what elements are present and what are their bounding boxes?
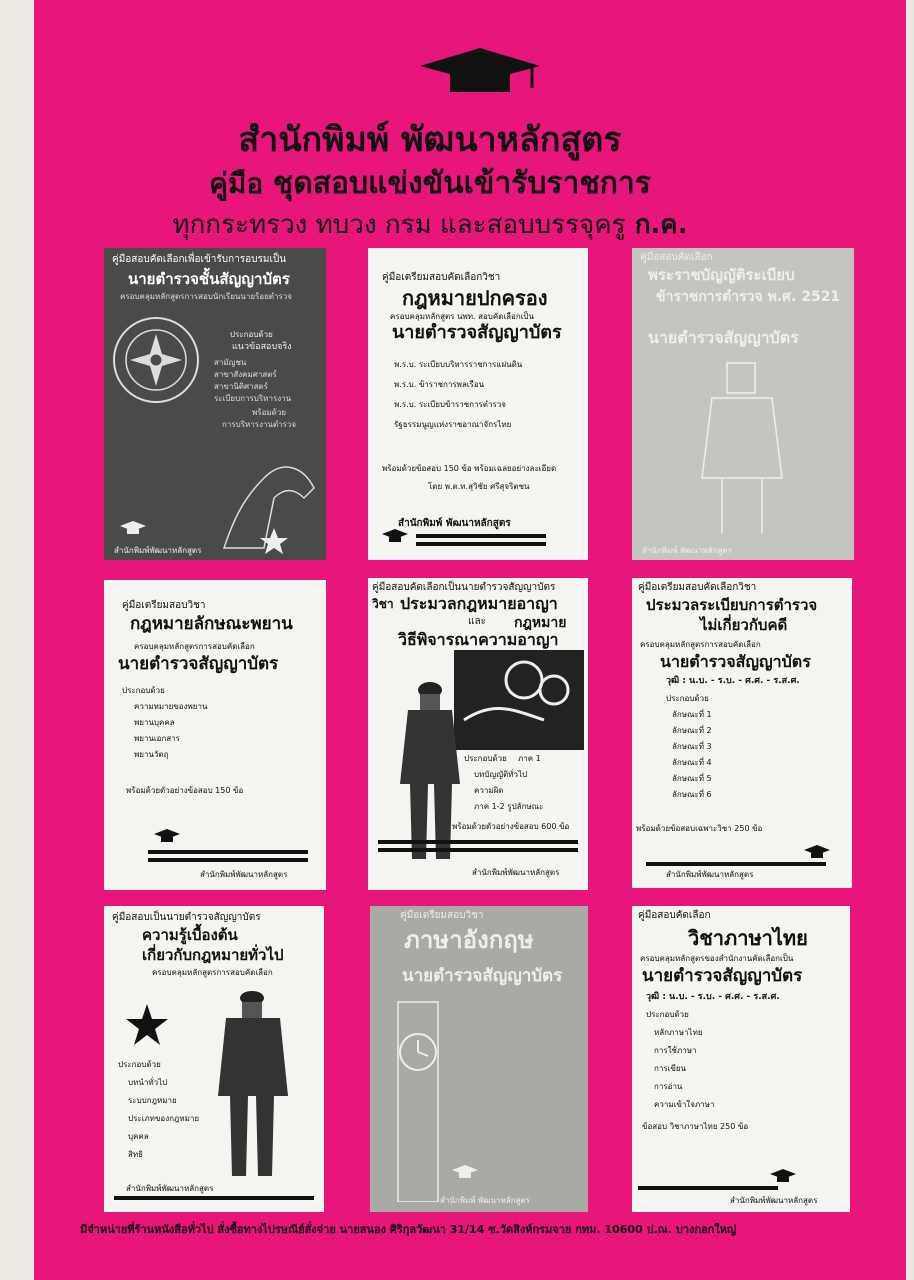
cover-rule	[148, 858, 308, 862]
book-publisher: สำนักพิมพ์พัฒนาหลักสูตร	[200, 870, 288, 879]
book-item: ลักษณะที่ 4	[672, 758, 712, 767]
book-publisher: สำนักพิมพ์พัฒนาหลักสูตร	[730, 1196, 818, 1205]
headline-line3	[40, 204, 820, 245]
book-subtitle: ครอบคลุมหลักสูตรการสอบคัดเลือก	[640, 640, 761, 649]
book-title-secondary: นายตำรวจสัญญาบัตร	[392, 322, 562, 343]
book-item: สามัญชน	[214, 358, 247, 367]
book-item: ประกอบด้วย	[118, 1060, 161, 1069]
book-subtitle: ครอบคลุมหลักสูตรการสอบคัดเลือก	[134, 642, 255, 651]
book-kicker: คู่มือสอบคัดเลือก	[640, 252, 713, 263]
book-item: ประกอบด้วย	[666, 694, 709, 703]
book-title: นายตำรวจชั้นสัญญาบัตร	[128, 270, 290, 288]
book-title: ประมวลกฎหมายอาญา	[400, 594, 558, 613]
book-kicker: คู่มือเตรียมสอบคัดเลือกวิชา	[638, 582, 757, 593]
book-item: พยานบุคคล	[134, 718, 175, 727]
book-item: พ.ร.บ. ระเบียบบริหารราชการแผ่นดิน	[394, 360, 523, 369]
cover-rule	[638, 1186, 778, 1190]
book-cover[interactable]	[370, 906, 588, 1212]
book-subtitle: ครอบคลุมหลักสูตร นพท. สอบคัดเลือกเป็น	[390, 312, 534, 321]
book-item: การใช้ภาษา	[654, 1046, 697, 1055]
book-title: กฎหมายปกครอง	[402, 286, 548, 310]
book-subtitle: ครอบคลุมหลักสูตรการสอบคัดเลือก	[152, 968, 273, 977]
book-cover[interactable]	[104, 580, 326, 890]
book-cover[interactable]	[104, 248, 326, 560]
book-title: วิชาภาษาไทย	[688, 926, 808, 950]
police-officer-illustration	[196, 986, 316, 1186]
headline-line2	[40, 160, 820, 207]
book-note: พร้อมด้วยตัวอย่างข้อสอบ 600 ข้อ	[452, 822, 570, 831]
book-kicker: คู่มือสอบคัดเลือกเพื่อเข้ารับการอบรมเป็น	[112, 254, 287, 265]
book-title-line2: เกี่ยวกับกฎหมายทั่วไป	[142, 946, 284, 964]
graduation-cap-icon	[802, 844, 832, 860]
book-item: ระเบียบการบริหารงาน	[214, 394, 292, 403]
book-item: ลักษณะที่ 3	[672, 742, 712, 751]
headline-line3-main: ทุกกระทรวง ทบวง กรม และสอบบรรจุครู	[172, 210, 626, 240]
book-publisher: สำนักพิมพ์พัฒนาหลักสูตร	[472, 868, 560, 877]
graduation-cap-icon	[450, 1164, 480, 1180]
book-kicker: คู่มือเตรียมสอบคัดเลือกวิชา	[382, 272, 501, 283]
book-cover[interactable]	[632, 906, 850, 1212]
book-title-secondary: วิธีพิจารณาความอาญา	[398, 630, 559, 649]
book-title-mid: กฎหมาย	[514, 615, 567, 631]
book-subtitle: ครอบคลุมหลักสูตรการสอบนักเรียนนายร้อยตำรวจ	[120, 292, 292, 301]
book-kicker: คู่มือสอบคัดเลือกเป็นนายตำรวจสัญญาบัตร	[372, 582, 556, 593]
footer-ordering-info: มีจำหน่ายที่ร้านหนังสือทั่วไป สั่งซื้อทางไปรษณีย์สั่งจ่าย นายสนอง ศิริกุลวัฒนา 31/14 ซ.วัดสิงห์กรมจาย กทม. 10600 ป.ณ. บางกอกใหญ่	[80, 1223, 737, 1236]
page-left-margin	[0, 0, 34, 1280]
book-note: พร้อมด้วยข้อสอบ 150 ข้อ พร้อมเฉลยอย่างละเอียด	[382, 464, 557, 473]
book-item: ประกอบด้วย	[646, 1010, 689, 1019]
book-item: ประกอบด้วย	[122, 686, 165, 695]
book-publisher: สำนักพิมพ์ พัฒนาหลักสูตร	[440, 1196, 530, 1205]
book-title: กฎหมายลักษณะพยาน	[130, 614, 293, 634]
book-item: พ.ร.บ. ระเบียบข้าราชการตำรวจ	[394, 400, 506, 409]
hand-illustration	[204, 438, 324, 558]
book-title: ภาษาอังกฤษ	[404, 926, 534, 954]
graduation-cap-icon	[380, 528, 410, 544]
book-item: ความผิด	[474, 786, 504, 795]
book-kicker: คู่มือเตรียมสอบวิชา	[122, 600, 206, 611]
book-item: ภาค 1-2 รูปลักษณะ	[474, 802, 544, 811]
cover-rule	[646, 862, 826, 866]
book-item: พยานวัตถุ	[134, 750, 169, 759]
book-kicker: คู่มือสอบเป็นนายตำรวจสัญญาบัตร	[112, 912, 261, 923]
cover-rule	[416, 534, 546, 538]
book-item: บุคคล	[128, 1132, 149, 1141]
book-qualification: วุฒิ : น.บ. - ร.บ. - ศ.ศ. - ร.ส.ศ.	[666, 676, 800, 686]
headline-main: ชุดสอบแข่งขันเข้ารับราชการ	[272, 166, 651, 201]
book-publisher: สำนักพิมพ์ พัฒนาหลักสูตร	[398, 518, 511, 529]
police-statue-illustration	[682, 358, 802, 538]
book-title-secondary: นายตำรวจสัญญาบัตร	[660, 652, 811, 671]
book-item: แนวข้อสอบจริง	[232, 342, 292, 352]
book-subtitle: ครอบคลุมหลักสูตรของสำนักงานคัดเลือกเป็น	[640, 954, 794, 963]
book-item: รัฐธรรมนูญแห่งราชอาณาจักรไทย	[394, 420, 512, 429]
book-item: สาขานิติศาสตร์	[214, 382, 268, 391]
graduation-cap-icon	[410, 44, 550, 104]
book-author: โดย พ.ต.ท.สุวิชัย ศรีสุจริตชน	[428, 482, 530, 491]
book-cover[interactable]	[368, 578, 588, 890]
book-cover[interactable]	[632, 578, 852, 888]
book-item: บทนำทั่วไป	[128, 1078, 168, 1087]
book-item: พยานเอกสาร	[134, 734, 180, 743]
graduation-cap-icon	[118, 520, 148, 536]
book-publisher: สำนักพิมพ์ พัฒนาหลักสูตร	[642, 546, 732, 555]
book-item: ลักษณะที่ 2	[672, 726, 712, 735]
book-item: สาขาสังคมศาสตร์	[214, 370, 277, 379]
book-item: การอ่าน	[654, 1082, 683, 1091]
book-note: พร้อมด้วยข้อสอบเฉพาะวิชา 250 ข้อ	[636, 824, 763, 833]
graduation-cap-icon	[152, 828, 182, 844]
handcuffs-illustration	[454, 650, 584, 750]
police-emblem-icon	[106, 308, 206, 418]
cover-rule	[378, 840, 578, 844]
book-title: พระราชบัญญัติระเบียบ	[648, 266, 795, 284]
publisher-title: สำนักพิมพ์ พัฒนาหลักสูตร	[238, 120, 622, 160]
book-title: ประมวลระเบียบการตำรวจ	[646, 596, 818, 614]
clock-tower-illustration	[378, 992, 458, 1202]
book-publisher: สำนักพิมพ์พัฒนาหลักสูตร	[114, 546, 202, 555]
book-item: การเขียน	[654, 1064, 686, 1073]
book-item: ประกอบด้วย	[230, 330, 273, 339]
book-cover[interactable]	[104, 906, 324, 1212]
book-item: ลักษณะที่ 6	[672, 790, 712, 799]
cover-rule	[378, 848, 578, 852]
book-publisher: สำนักพิมพ์พัฒนาหลักสูตร	[666, 870, 754, 879]
book-item: หลักภาษาไทย	[654, 1028, 703, 1037]
cover-rule	[114, 1196, 314, 1200]
book-item: พ.ร.บ. ข้าราชการพลเรือน	[394, 380, 485, 389]
book-item: สิทธิ	[128, 1150, 144, 1159]
book-publisher: สำนักพิมพ์พัฒนาหลักสูตร	[126, 1184, 214, 1193]
book-qualification: วุฒิ : น.บ. - ร.บ. - ศ.ศ. - ร.ส.ศ.	[646, 992, 780, 1002]
cover-rule	[148, 850, 308, 854]
book-item: การบริหารงานตำรวจ	[222, 420, 297, 429]
star-emblem-icon	[124, 1002, 170, 1048]
book-note: ข้อสอบ วิชาภาษาไทย 250 ข้อ	[642, 1122, 749, 1131]
book-title-secondary: นายตำรวจสัญญาบัตร	[402, 966, 563, 986]
book-item: พร้อมด้วย	[252, 408, 287, 417]
book-cover[interactable]	[632, 248, 854, 560]
book-item: ความเข้าใจภาษา	[654, 1100, 715, 1109]
book-item: ประกอบด้วย	[464, 754, 507, 763]
book-item: ลักษณะที่ 1	[672, 710, 712, 719]
book-kicker: คู่มือสอบคัดเลือก	[638, 910, 711, 921]
book-kicker: คู่มือเตรียมสอบวิชา	[400, 910, 484, 921]
book-title: ความรู้เบื้องต้น	[142, 926, 238, 944]
book-title-secondary: นายตำรวจสัญญาบัตร	[642, 966, 803, 986]
book-title-conjunction: และ	[468, 616, 486, 627]
book-item: ระบบกฎหมาย	[128, 1096, 177, 1105]
book-item: ความหมายของพยาน	[134, 702, 208, 711]
cover-rule	[416, 542, 546, 546]
book-item: ลักษณะที่ 5	[672, 774, 712, 783]
book-title-line2: ข้าราชการตำรวจ พ.ศ. 2521	[656, 289, 841, 305]
book-cover[interactable]	[368, 248, 588, 560]
book-item: ภาค 1	[518, 754, 541, 763]
book-title-secondary: นายตำรวจสัญญาบัตร	[118, 654, 279, 674]
book-title-secondary: นายตำรวจสัญญาบัตร	[648, 328, 799, 347]
book-item: ประเภทของกฎหมาย	[128, 1114, 200, 1123]
graduation-cap-icon	[768, 1168, 798, 1184]
headline-line3-suffix: ก.ค.	[634, 210, 688, 240]
book-note: พร้อมด้วยตัวอย่างข้อสอบ 150 ข้อ	[126, 786, 244, 795]
book-item: บทบัญญัติทั่วไป	[474, 770, 528, 779]
headline-prefix: คู่มือ	[209, 167, 264, 200]
book-title-prefix: วิชา	[372, 597, 394, 611]
book-title-line2: ไม่เกี่ยวกับคดี	[700, 616, 788, 634]
police-officer-illustration	[382, 674, 472, 864]
